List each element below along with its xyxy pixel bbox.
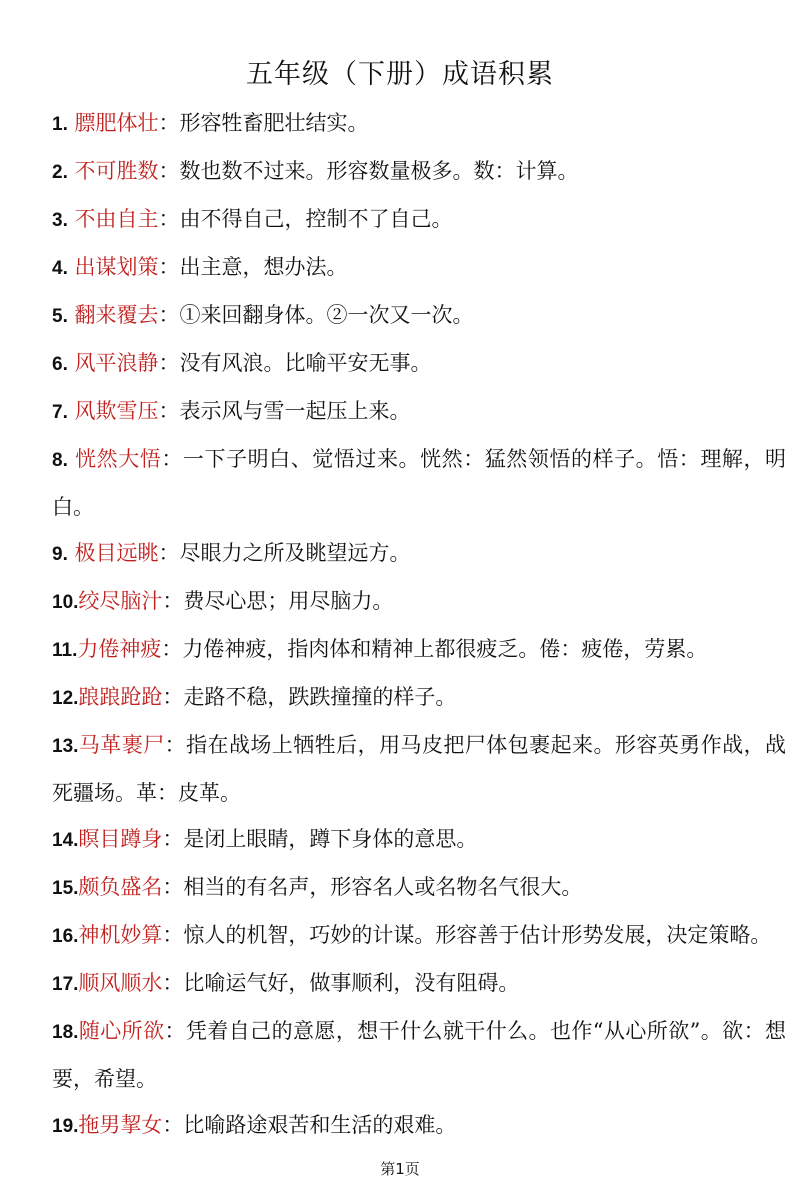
idiom-term: 风欺雪压: [74, 399, 159, 423]
item-number: 12.: [52, 688, 79, 709]
item-number: 7.: [52, 402, 68, 423]
idiom-term: 不由自主: [74, 207, 159, 231]
item-number: 3.: [52, 210, 68, 231]
idiom-meaning: 凭着自己的意愿，想干什么就干什么。也作“从心所欲”。欲：想要，希望。: [52, 1019, 786, 1091]
idiom-term: 神机妙算: [78, 923, 163, 947]
idiom-meaning: 数也数不过来。形容数量极多。数：计算。: [179, 159, 579, 183]
idiom-meaning: 相当的有名声，形容名人或名物名气很大。: [183, 875, 583, 899]
list-item: [52, 292, 786, 340]
idiom-meaning: 指在战场上牺牲后，用马皮把尸体包裹起来。形容英勇作战，战死疆场。革：皮革。: [52, 733, 787, 805]
separator: ：: [162, 923, 184, 947]
separator: ：: [162, 685, 184, 709]
separator: ：: [161, 447, 183, 471]
separator: ：: [162, 827, 184, 851]
item-number: 10.: [52, 592, 79, 613]
separator: ：: [158, 399, 180, 423]
idiom-meaning: 出主意，想办法。: [179, 255, 348, 279]
separator: ：: [158, 351, 180, 375]
list-item: [52, 722, 786, 816]
list-item: [52, 388, 786, 436]
separator: ：: [162, 875, 184, 899]
idiom-term: 出谋划策: [74, 255, 159, 279]
separator: ：: [158, 255, 180, 279]
item-number: 5.: [52, 306, 68, 327]
page-number: 第1页: [380, 1160, 420, 1178]
list-item: [52, 816, 786, 864]
item-number: 9.: [52, 544, 68, 565]
idiom-meaning: 惊人的机智，巧妙的计谋。形容善于估计形势发展，决定策略。: [183, 923, 772, 947]
idiom-meaning: 一下子明白、觉悟过来。恍然：猛然领悟的样子。悟：理解，明白。: [52, 447, 787, 519]
item-number: 4.: [52, 258, 68, 279]
list-item: [52, 960, 786, 1008]
separator: ：: [162, 971, 184, 995]
list-item: [52, 1008, 786, 1102]
list-item: [52, 436, 786, 530]
idiom-meaning: 费尽心思；用尽脑力。: [183, 589, 394, 613]
list-item: [52, 100, 786, 148]
separator: ：: [158, 207, 180, 231]
idiom-term: 力倦神疲: [77, 637, 162, 661]
separator: ：: [158, 541, 180, 565]
list-item: [52, 864, 786, 912]
idiom-term: 拖男挈女: [78, 1113, 163, 1137]
idiom-meaning: 是闭上眼睛，蹲下身体的意思。: [183, 827, 478, 851]
item-number: 2.: [52, 162, 68, 183]
item-number: 15.: [52, 878, 79, 899]
idiom-term: 随心所欲: [78, 1019, 165, 1043]
separator: ：: [162, 1113, 184, 1137]
list-item: [52, 578, 786, 626]
separator: ：: [164, 733, 187, 757]
idiom-meaning: 走路不稳，跌跌撞撞的样子。: [183, 685, 457, 709]
idiom-meaning: 形容牲畜肥壮结实。: [179, 111, 369, 135]
idiom-term: 风平浪静: [74, 351, 159, 375]
idiom-meaning: 比喻路途艰苦和生活的艰难。: [183, 1113, 457, 1137]
item-number: 11.: [52, 640, 78, 661]
list-item: [52, 530, 786, 578]
separator: ：: [158, 303, 180, 327]
item-number: 1.: [52, 114, 68, 135]
idiom-term: 恍然大悟: [75, 447, 162, 471]
idiom-term: 马革裹尸: [78, 733, 165, 757]
list-item: [52, 626, 786, 674]
item-number: 6.: [52, 354, 68, 375]
item-number: 16.: [52, 926, 79, 947]
separator: ：: [164, 1019, 186, 1043]
separator: ：: [158, 159, 180, 183]
item-number: 18.: [52, 1022, 79, 1043]
idiom-list: [52, 100, 786, 1150]
idiom-meaning: 由不得自己，控制不了自己。: [179, 207, 453, 231]
item-number: 8.: [52, 450, 68, 471]
idiom-meaning: 表示风与雪一起压上来。: [179, 399, 411, 423]
list-item: [52, 1102, 786, 1150]
idiom-term: 瞑目蹲身: [78, 827, 163, 851]
list-item: [52, 244, 786, 292]
list-item: [52, 912, 786, 960]
idiom-term: 膘肥体壮: [74, 111, 159, 135]
idiom-term: 绞尽脑汁: [78, 589, 163, 613]
idiom-term: 踉踉跄跄: [78, 685, 163, 709]
idiom-meaning: ①来回翻身体。②一次又一次。: [179, 303, 474, 327]
idiom-term: 极目远眺: [74, 541, 159, 565]
idiom-meaning: 比喻运气好，做事顺利，没有阻碍。: [183, 971, 520, 995]
idiom-meaning: 力倦神疲，指肉体和精神上都很疲乏。倦：疲倦，劳累。: [182, 637, 708, 661]
separator: ：: [161, 637, 183, 661]
page-title: 五年级（下册）成语积累: [246, 59, 554, 90]
list-item: [52, 340, 786, 388]
idiom-term: 不可胜数: [74, 159, 159, 183]
idiom-term: 颇负盛名: [78, 875, 163, 899]
idiom-meaning: 没有风浪。比喻平安无事。: [179, 351, 432, 375]
idiom-term: 顺风顺水: [78, 971, 163, 995]
idiom-meaning: 尽眼力之所及眺望远方。: [179, 541, 411, 565]
idiom-term: 翻来覆去: [74, 303, 159, 327]
item-number: 17.: [52, 974, 79, 995]
list-item: [52, 674, 786, 722]
separator: ：: [162, 589, 184, 613]
list-item: [52, 196, 786, 244]
item-number: 13.: [52, 736, 79, 757]
separator: ：: [158, 111, 180, 135]
item-number: 19.: [52, 1116, 79, 1137]
list-item: [52, 148, 786, 196]
item-number: 14.: [52, 830, 79, 851]
